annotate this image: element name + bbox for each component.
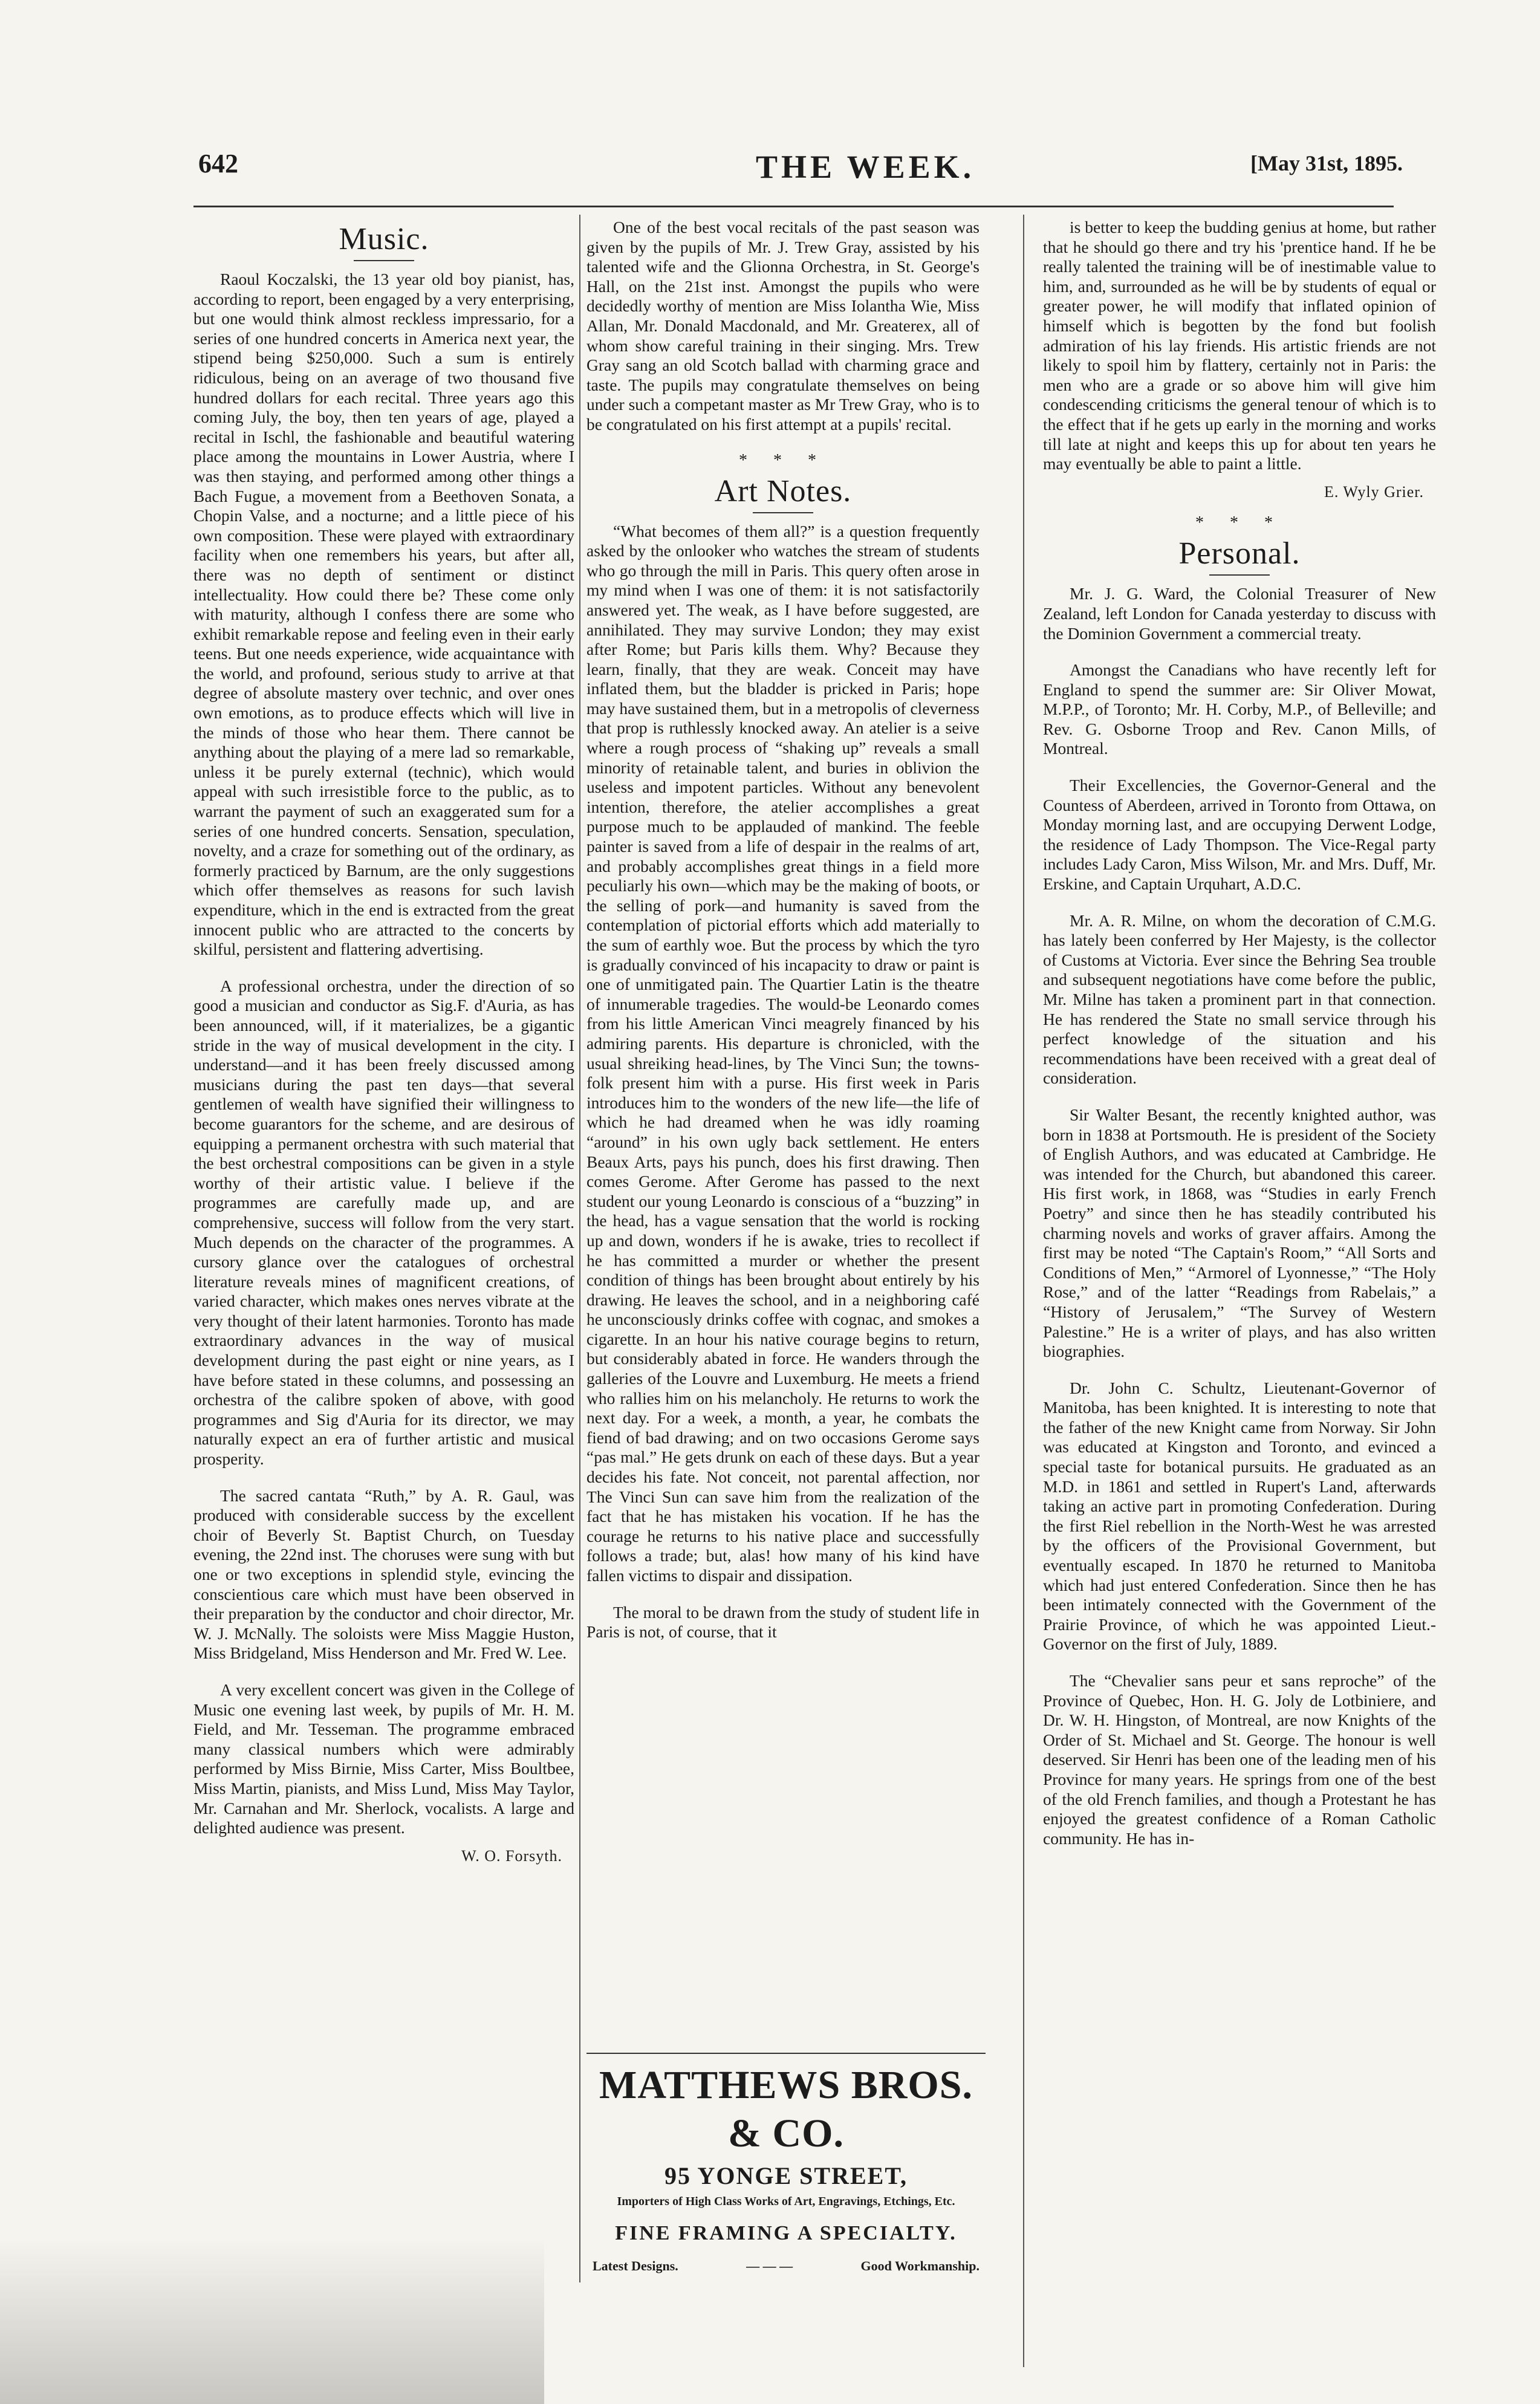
page-number: 642 [198,149,238,178]
personal-paragraph: Their Excellencies, the Governor-General and the Countess of Aberdeen, arrived in Toronto from Ottawa, on Monday morning last, and are occupying Derwent Lodge, the residence of Lady Thompson. The Vice-Regal party includes Lady Caron, Miss Wilson, Mr. and Mrs. Duff, Mr. Erskine, and Captain Urquhart, A.D.C. [1043,776,1436,894]
ad-description: Importers of High Class Works of Art, Engravings, Etchings, Etc. [617,2195,955,2208]
ad-rule [586,2053,986,2054]
column-1 [193,218,574,1878]
personal-paragraph: Mr. J. G. Ward, the Colonial Treasurer of New Zealand, left London for Canada yesterday to discuss with the Dominion Government a commercial treaty. [1043,584,1436,643]
art-notes-paragraph: The moral to be drawn from the study of student life in Paris is not, of course, that it [586,1602,980,1642]
masthead [193,148,1403,203]
column-2 [586,218,980,1659]
music-paragraph: Raoul Koczalski, the 13 year old boy pianist, has, according to report, been engaged by a very enterprising, but one would think almost reckless impressario, for a series of one hundred concerts in America next year, the stipend being $250,000. Such a sum is entirely ridiculous, being on an average of two thousand five hundred dollars for each recital. Three years ago this coming July, the boy, then ten years of age, played a recital in Ischl, the fashionable and beautiful watering place among the mountains in Lower Austria, where I was then staying, and performed among other things a Bach Fugue, a movement from a Beethoven Sonata, a Chopin Valse, and a nocturne; and a little piece of his own composition. These were played with extraordinary facility when one remembers his years, but after all, there was no depth of sentiment or distinct intellectuality. How could there be? These come only with maturity, although I confess there are some who exhibit remarkable repose and feeling even in their early teens. But one needs experience, wide acquaintance with the world, and profound, serious study to arrive at that degree of absolute mastery over technic, and over ones own emotions, as to produce effects which will live in the minds of those who hear them. There cannot be anything about the playing of a mere lad so remarkable, unless it be purely external (technic), which would appeal with such irresistible force to the public, as to warrant the payment of such an exaggerated sum for a series of one hundred concerts. Sensation, speculation, novelty, and a craze for something out of the ordinary, as formerly practiced by Barnum, are the only suggestions which offer themselves as reasons for such lavish expenditure, which in the end is extracted from the great innocent public who are attracted to the concerts by skilful, persistent and flattering advertising. [193,270,574,959]
title-rule [354,260,414,261]
music-paragraph: A professional orchestra, under the direction of so good a musician and conductor as Sig.F. d'Auria, as has been announced, will, if it materializes, be a gigantic stride in the way of musical development in the city. I understand—and it has been freely discussed among musicians during the past ten days—that several gentlemen of wealth have signified their willingness to become guarantors for the scheme, and are desirous of equipping a permanent orchestra with such material that the best orchestral compositions can be given in a style worthy of their artistic value. I believe if the programmes are carefully made up, and are comprehensive, success will follow from the very start. Much depends on the character of the programmes. A cursory glance over the catalogues of orchestral literature reveals mines of magnificent creations, of varied character, which makes ones nerves vibrate at the very thought of their latent harmonies. Toronto has made extraordinary advances in the way of musical development during the past eight or nine years, as I have before stated in these columns, and possessing an orchestra of the calibre spoken of above, with good programmes and Sig d'Auria for its director, we may naturally expect an era of further artistic and musical prosperity. [193,976,574,1469]
advertisement [580,2053,992,2274]
section-stars: * * * [1195,513,1284,533]
personal-paragraph: The “Chevalier sans peur et sans reproche” of the Province of Quebec, Hon. H. G. Joly de Lotbiniere, and Dr. W. H. Hingston, of Montreal, are now Knights of the Order of St. Michael and St. George. The honour is well deserved. Sir Henri has been one of the leading men of his Province for many years. He springs from one of the best of the old French families, and though a Protestant he has enjoyed the greatest confidence of a Roman Catholic community. He has in- [1043,1671,1436,1848]
music-paragraph: The sacred cantata “Ruth,” by A. R. Gaul, was produced with considerable success by the excellent choir of Beverly St. Baptist Church, on Tuesday evening, the 22nd inst. The choruses were sung with but one or two exceptions in splendid style, evincing the conscientious care which must have been observed in their preparation by the conductor and choir director, Mr. W. J. McNally. The soloists were Miss Maggie Huston, Miss Bridgeland, Miss Henderson and Mr. Fred W. Lee. [193,1486,574,1663]
ad-tagline: FINE FRAMING A SPECIALTY. [615,2222,957,2244]
music-paragraph: A very excellent concert was given in the College of Music one evening last week, by pupils of Mr. H. M. Field, and Mr. Tesseman. The programme embraced many classical numbers which were admirably performed by Miss Birnie, Miss Carter, Miss Boultbee, Miss Martin, pianists, and Miss Lund, Miss May Taylor, Mr. Carnahan and Mr. Sherlock, vocalists. A large and delighted audience was present. [193,1680,574,1837]
ad-footer [580,2258,992,2274]
issue-date: [May 31st, 1895. [1250,151,1403,175]
title-rule [753,512,813,513]
column-divider [579,215,580,2282]
header-rule [193,206,1394,207]
art-notes-title: Art Notes. [714,473,852,508]
music-signature: W. O. Forsyth. [461,1847,562,1865]
art-notes-signature: E. Wyly Grier. [1324,482,1424,501]
ad-footer-mid: — — — [746,2258,793,2273]
column-divider [1023,215,1024,2367]
art-notes-paragraph: “What becomes of them all?” is a question frequently asked by the onlooker who watches the stream of students who go through the mill in Paris. This query often arose in my mind when I was one of them: it is not satisfactorily answered yet. The weak, as I have before suggested, are annihilated. They may survive London; they may exist after Rome; but Paris kills them. Why? Because they learn, finally, that they are weak. Conceit may have inflated them, but the bladder is pricked in Paris; hope may have sustained them, but in a metropolis of cleverness that prop is ruthlessly knocked away. An atelier is a seive where a rough process of “shaking up” reveals a small minority of retainable talent, and buries in oblivion the useless and impotent particles. Without any benevolent intention, therefore, the atelier accomplishes a great purpose much to be applauded of mankind. The feeble painter is saved from a life of despair in the realms of art, and probably accomplishes great things in a field more peculiarly his own—which may be the making of boots, or the selling of pork—and humanity is saved from the contemplation of pictorial efforts which add materially to the sum of earthly woe. But the process by which the tyro is gradually convinced of his incapacity to draw or paint is one of unmitigated pain. The Quartier Latin is the theatre of innumerable tragedies. The would-be Leonardo comes from his little American Vinci meagrely financed by his admiring parents. His departure is chronicled, with the usual shreiking head-lines, by The Vinci Sun; the towns-folk present him with a purse. His first week in Paris introduces him to the wonders of the new life—the life of which he had dreamed when he was idly roaming “around” in his own ugly back settlement. He enters Beaux Arts, pays his punch, does his first drawing. Then comes Gerome. After Gerome has passed to the next student our young Leonardo is conscious of a “buzzing” in the head, has a vague sensation that the world is rocking up and down, wonders if he is awake, tries to recollect if he has committed a murder or whether the present condition of things has been brought about entirely by his drawing. He leaves the school, and in a neighboring café he unconsciously drinks coffee with cognac, and smokes a cigarette. In an hour his native courage begins to return, but considerably abated in force. He wanders through the galleries of the Louvre and Luxemburg. He meets a friend who rallies him on his melancholy. He returns to work the next day. For a week, a month, a year, he combats the fiend of bad drawing; and on two occasions Gerome says “pas mal.” He gets drunk on each of these days. But a year decides his fate. Not conceit, not parental affection, nor The Vinci Sun can save him from the realization of the fact that he has mistaken his vocation. If he has the courage he returns to his native place and successfully follows a trade; but, alas! how many of his kind have fallen victims to dispair and dissipation. [586,521,980,1585]
art-notes-continuation: is better to keep the budding genius at home, but rather that he should go there and try his 'prentice hand. If he be really talented the training will be of inestimable value to him, and, surrounded as he will be by students of equal or greater power, he will modify that inflated opinion of himself which is begotten by the fond but foolish admiration of his lay friends. His artistic friends are not likely to spoil him by flattery, certainly not in Paris: the men who are a grade or so above him will give him condescending criticisms the general tenour of which is to the effect that if he gets up early in the morning and works till late at night and keeps this up for about ten years he may eventually be able to paint a little. [1043,218,1436,473]
journal-title: THE WEEK. [756,149,975,185]
ad-footer-left: Latest Designs. [593,2258,678,2273]
music-title: Music. [339,222,429,256]
ad-company-name: MATTHEWS BROS. & CO. [599,2063,973,2155]
personal-paragraph: Amongst the Canadians who have recently left for England to spend the summer are: Sir Oliver Mowat, M.P.P., of Toronto; Mr. H. Corby, M.P., of Belleville; and Rev. G. Osborne Troop and Rev. Canon Mills, of Montreal. [1043,660,1436,758]
column-3 [1043,218,1436,1865]
music-continuation: One of the best vocal recitals of the past season was given by the pupils of Mr. J. Trew Gray, assisted by his talented wife and the Glionna Orchestra, in St. George's Hall, on the 21st inst. Amongst the pupils who were decidedly worthy of mention are Miss Iolantha Wie, Miss Allan, Mr. Donald Macdonald, and Mr. Greaterex, all of whom show careful training in their singing. Mrs. Trew Gray sang an old Scotch ballad with charming grace and taste. The pupils may congratulate themselves on being under such a competant master as Mr Trew Gray, who is to be congratulated on his first attempt at a pupils' recital. [586,218,980,434]
personal-paragraph: Sir Walter Besant, the recently knighted author, was born in 1838 at Portsmouth. He is president of the Society of English Authors, and was educated at Cambridge. He was intended for the Church, but abandoned this career. His first work, in 1868, was “Studies in early French Poetry” and since then he has steadily contributed his charming novels and works of graver affairs. Among the first may be noted “The Captain's Room,” “All Sorts and Conditions of Men,” “Armorel of Lyonnesse,” “The Holy Rose,” and of the latter “Readings from Rabelais,” a “History of Jerusalem,” “The Survey of Western Palestine.” He is a writer of plays, and has also written biographies. [1043,1105,1436,1361]
personal-title: Personal. [1178,536,1301,571]
personal-paragraph: Mr. A. R. Milne, on whom the decoration of C.M.G. has lately been conferred by Her Majesty, is the collector of Customs at Victoria. Ever since the Behring Sea trouble and subsequent negotiations have come before the public, Mr. Milne has taken a prominent part in that connection. He has rendered the State no small service through his perfect knowledge of the situation and his recommendations have been received with a great deal of consideration. [1043,911,1436,1088]
page-shadow [0,2237,544,2404]
section-stars: * * * [739,450,827,470]
ad-address: 95 YONGE STREET, [664,2162,908,2189]
title-rule [1209,574,1270,576]
personal-paragraph: Dr. John C. Schultz, Lieutenant-Governor of Manitoba, has been knighted. It is interesting to note that the father of the new Knight came from Norway. Sir John was educated at Kingston and Toronto, and evinced a special taste for botanical pursuits. He graduated as an M.D. in 1861 and settled in Rupert's Land, afterwards taking an active part in promoting Confederation. During the first Riel rebellion in the North-West he was arrested by the officers of the Provisional Government, but eventually escaped. In 1870 he returned to Manitoba which had just entered Confederation. Since then he has been intimately connected with the Government of the Prairie Province, of which he was appointed Lieut.-Governor on the first of July, 1889. [1043,1378,1436,1654]
ad-footer-right: Good Workmanship. [860,2258,980,2273]
